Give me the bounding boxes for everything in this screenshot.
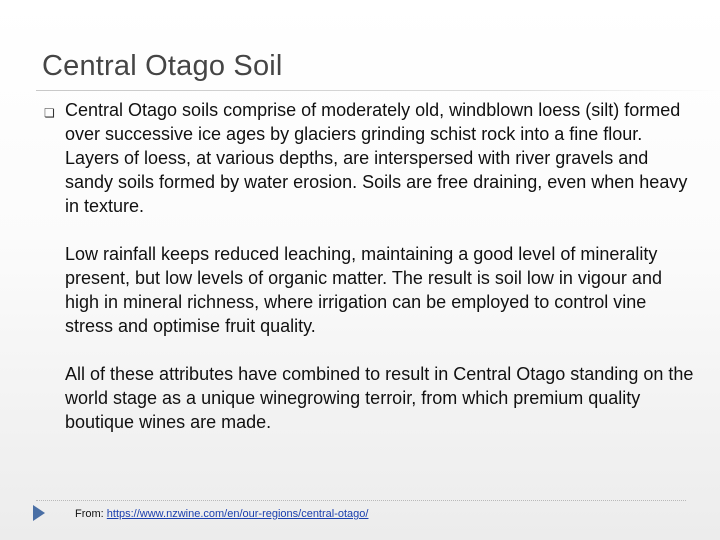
footer-divider: [36, 500, 686, 501]
source-link[interactable]: https://www.nzwine.com/en/our-regions/central-otago/: [106, 508, 369, 520]
paragraph-rainfall: Low rainfall keeps reduced leaching, maintaining a good level of minerality present, but low levels of organic matter. The result is soil low in vigour and high in mineral richness, where irrigation can be employed to control vine stress and optimise fruit quality.: [65, 244, 662, 336]
paragraph-terroir: All of these attributes have combined to result in Central Otago standing on the world stage as a unique winegrowing terroir, from which premium quality boutique wines are made.: [65, 364, 694, 432]
play-arrow-icon: [33, 505, 45, 521]
slide-title: Central Otago Soil: [42, 50, 283, 82]
source-prefix: From:: [75, 508, 107, 520]
source-citation: [75, 508, 368, 520]
paragraph-soil-composition: Central Otago soils comprise of moderately old, windblown loess (silt) formed over successive ice ages by glaciers grinding schist rock into a fine flour. Layers of loess, at various depths, are interspersed with river gravels and sandy soils formed by water erosion. Soils are free draining, even when heavy in texture.: [65, 100, 688, 216]
square-bullet-icon: ❏: [44, 106, 55, 120]
slide-body: [65, 98, 695, 458]
title-divider: [36, 90, 720, 91]
